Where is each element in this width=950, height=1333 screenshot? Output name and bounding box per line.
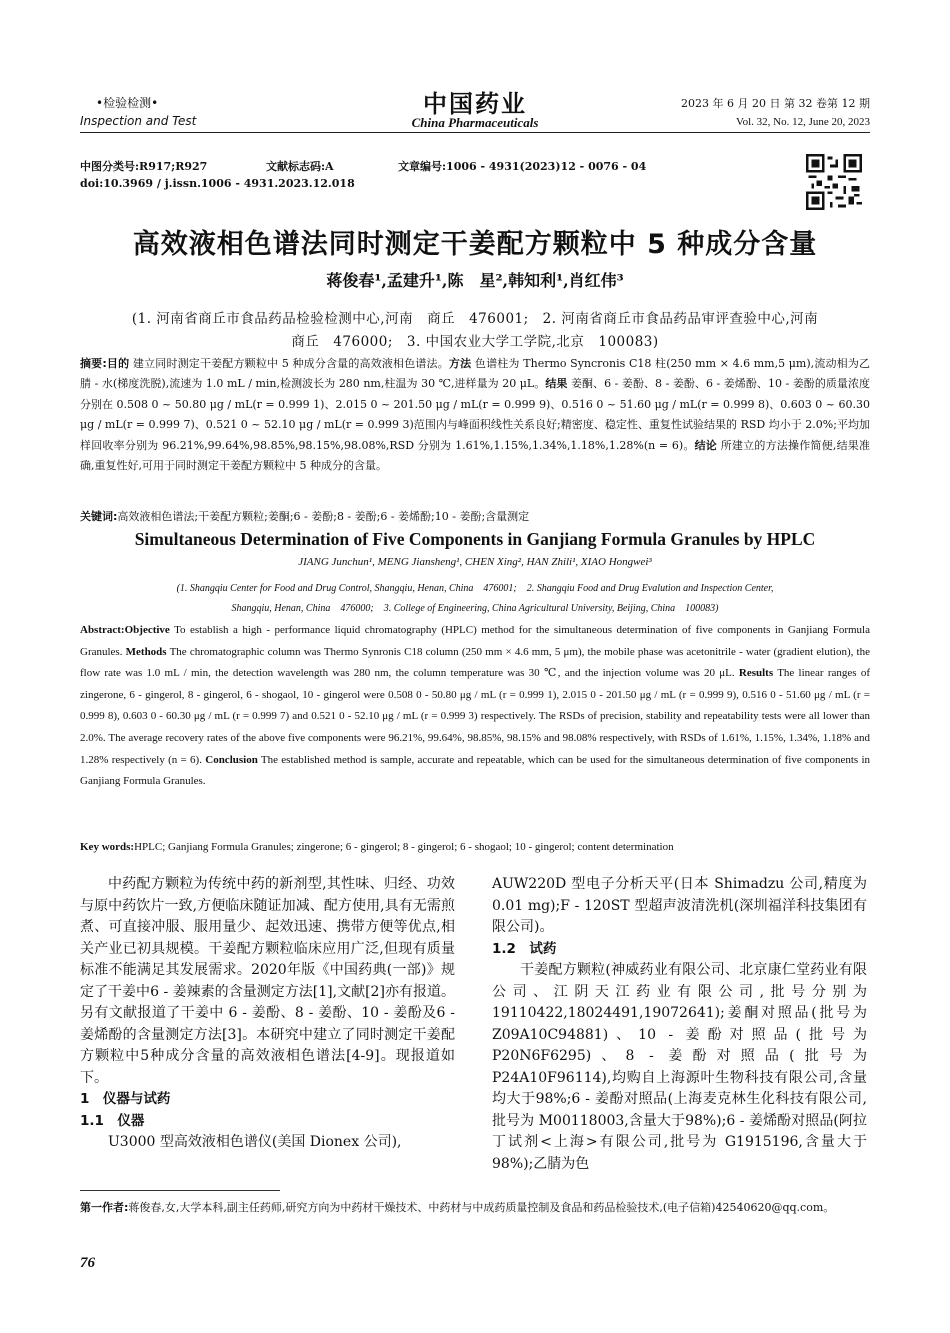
journal-name-en: China Pharmaceuticals <box>411 115 539 130</box>
doi: doi:10.3969 / j.issn.1006 - 4931.2023.12.018 <box>80 177 355 190</box>
abstract-en-label: Abstract: <box>80 624 125 636</box>
section-label-cn: •检验检测• <box>96 96 159 110</box>
footnote-label: 第一作者: <box>80 1201 129 1214</box>
keywords-en-text: HPLC; Ganjiang Formula Granules; zingerone; 6 - gingerol; 8 - gingerol; 6 - shogaol; 10 - gingerol; content determination <box>134 841 674 853</box>
clc-number: 中图分类号:R917;R927 <box>80 160 208 173</box>
results-label: 结果 <box>545 377 568 391</box>
abstract-cn <box>80 354 870 476</box>
results-text: 姜酮、6 - 姜酚、8 - 姜酚、6 - 姜烯酚、10 - 姜酚的质量浓度分别在 0.508 0 ~ 50.80 μg / mL(r = 0.999 1)、2.015 0 ~ 201.50 μg / mL(r = 0.999 9)、0.516 0 ~ 51.60 μg / mL(r = 0.999 8)、0.603 0 ~ 60.30 μg / mL(r = 0.999 7)、0.521 0 ~ 52.10 μg / mL(r = 0.999 3)范围内与峰面积线性关系良好;精密度、稳定性、重复性试验结果的 RSD 均小于 2.0%;平均加样回收率分别为 96.21%,99.64%,98.85%,98.15%,98.08%,RSD 分别为 1.61%,1.15%,1.34%,1.18%,1.28%(n = 6)。 <box>80 377 871 452</box>
authors-cn: 蒋俊春¹,孟建升¹,陈 星²,韩知利¹,肖红伟³ <box>326 271 624 290</box>
affiliation-en-line: (1. Shangqiu Center for Food and Drug Control, Shangqiu, Henan, China 476001; 2. Shangqiu Food and Drug Evalution and Inspection Center, <box>176 583 774 594</box>
keywords-en <box>80 837 870 857</box>
article-number: 文章编号:1006 - 4931(2023)12 - 0076 - 04 <box>398 160 647 173</box>
journal-logo: 中国药业 <box>423 89 527 118</box>
issue-date-cn: 2023 年 6 月 20 日 第 32 卷第 12 期 <box>681 97 870 110</box>
subsection-heading: 1.2 试药 <box>492 940 557 957</box>
affiliation-en-line: Shangqiu, Henan, China 476000; 3. College of Engineering, China Agricultural University, Beijing, China 100083) <box>231 603 719 614</box>
section-heading: 1 仪器与试药 <box>80 1091 171 1107</box>
conclusion-en-text: The established method is sample, accurate and repeatable, which can be used for the simultaneous determination of five components in Ganjiang Formula Granules. <box>80 753 870 788</box>
methods-label: 方法 <box>448 357 472 370</box>
abstract-en <box>80 620 870 793</box>
methods-text: 色谱柱为 Thermo Syncronis C18 柱(250 mm × 4.6 mm,5 μm),流动相为乙腈 - 水(梯度洗脱),流速为 1.0 mL / min,检测波长为 280 nm,柱温为 30 ℃,进样量为 20 μL。 <box>80 357 871 391</box>
authors-en: JIANG Junchun¹, MENG Jiansheng¹, CHEN Xing², HAN Zhili¹, XIAO Hongwei³ <box>298 556 652 568</box>
footnote-divider <box>80 1190 280 1191</box>
issue-vol-en: Vol. 32, No. 12, June 20, 2023 <box>736 116 870 128</box>
document-code: 文献标志码:A <box>266 160 334 173</box>
qr-code-icon <box>806 154 862 210</box>
header-divider <box>80 132 870 133</box>
reagents-paragraph: 干姜配方颗粒(神威药业有限公司、北京康仁堂药业有限公司、江阴天江药业有限公司,批号分别为 19110422,18024491,19072641);姜酮对照品(批号为 Z09A10C94881)、10 - 姜酚对照品(批号为P20N6F6295)、8 - 姜酚对照品(批号为 P24A10F96114),均购自上海源叶生物科技有限公司,含量均大于98%;6 - 姜酚对照品(上海麦克林生化科技有限公司,批号为 M00118003,含量大于98%);6 - 姜烯酚对照品(阿拉丁试剂<上海>有限公司,批号为 G1915196,含量大于98%);乙腈为色 <box>492 962 867 1172</box>
objective-text: 建立同时测定干姜配方颗粒中 5 种成分含量的高效液相色谱法。 <box>129 357 449 370</box>
keywords-label: 关键词: <box>80 510 118 523</box>
body-column-right <box>492 874 867 1175</box>
subsection-heading: 1.1 仪器 <box>80 1112 145 1129</box>
page-number: 76 <box>80 1255 95 1271</box>
methods-en-text: The chromatographic column was Thermo Synronis C18 column (250 mm × 4.6 mm, 5 μm), the mobile phase was acetonitrile - water (gradient elution), the flow rate was 1.0 mL / min, the detection wavelength was 280 nm, the column temperature was 30 ℃, and the injection volume was 20 μL. <box>80 645 870 680</box>
results-en-text: The linear ranges of zingerone, 6 - gingerol, 8 - gingerol, 6 - shogaol, 10 - gingerol were 0.508 0 - 50.80 μg / mL (r = 0.999 1), 2.015 0 - 201.50 μg / mL (r = 0.999 9), 0.516 0 - 51.60 μg / mL (r = 0.999 8), 0.603 0 - 60.30 μg / mL (r = 0.999 7) and 0.521 0 - 52.10 μg / mL (r = 0.999 3) respectively. The RSDs of precision, stability and repeatability tests were all lower than 2.0%. The average recovery rates of the above five components were 96.21%, 99.64%, 98.85%, 98.15% and 98.08% respectively, with RSDs of 1.61%, 1.15%, 1.34%, 1.18% and 1.28% respectively (n = 6). <box>80 667 870 766</box>
section-label-en: Inspection and Test <box>80 114 197 128</box>
abstract-label: 摘要: <box>80 357 107 370</box>
keywords-en-label: Key words: <box>80 841 135 853</box>
results-en-label: Results <box>738 667 774 680</box>
conclusion-label: 结论 <box>694 438 717 452</box>
article-title-en: Simultaneous Determination of Five Components in Ganjiang Formula Granules by HPLC <box>134 529 816 549</box>
affiliation-line: (1. 河南省商丘市食品药品检验检测中心,河南 商丘 476001; 2. 河南省商丘市食品药品审评查验中心,河南 <box>131 311 819 327</box>
methods-en-label: Methods <box>125 645 167 658</box>
intro-paragraph: 中药配方颗粒为传统中药的新剂型,其性味、归经、功效与原中药饮片一致,方便临床随证加减、配方使用,具有无需煎煮、可直接冲服、服用量少、起效迅速、携带方便等优点,相关产业已初具规模。干姜配方颗粒临床应用广泛,但现有质量标准不能满足其发展需求。2020年版《中国药典(一部)》规定了干姜中6 - 姜辣素的含量测定方法[1],文献[2]亦有报道。另有文献报道了干姜中 6 - 姜酚、8 - 姜酚、10 - 姜酚及6 - 姜烯酚的含量测定方法[3]。本研究中建立了同时测定干姜配方颗粒中5种成分含量的高效液相色谱法[4-9]。现报道如下。 <box>80 876 455 1086</box>
instruments-paragraph: U3000 型高效液相色谱仪(美国 Dionex 公司), <box>108 1134 402 1150</box>
objective-label: 目的 <box>106 357 130 370</box>
keywords-cn <box>80 507 870 527</box>
conclusion-en-label: Conclusion <box>205 753 258 766</box>
footnote-text: 蒋俊春,女,大学本科,副主任药师,研究方向为中药材干燥技术、中药材与中成药质量控制及食品和药品检验技术,(电子信箱)42540620@qq.com。 <box>128 1201 835 1214</box>
objective-en-label: Objective <box>124 624 170 636</box>
instruments-continued: AUW220D 型电子分析天平(日本 Shimadzu 公司,精度为 0.01 mg);F - 120ST 型超声波清洗机(深圳福洋科技集团有限公司)。 <box>492 876 867 935</box>
body-column-left <box>80 874 455 1154</box>
affiliation-line: 商丘 476000; 3. 中国农业大学工学院,北京 100083) <box>291 334 659 350</box>
keywords-text: 高效液相色谱法;干姜配方颗粒;姜酮;6 - 姜酚;8 - 姜酚;6 - 姜烯酚;10 - 姜酚;含量测定 <box>117 510 530 523</box>
conclusion-text: 所建立的方法操作简便,结果准确,重复性好,可用于同时测定干姜配方颗粒中 5 种成分的含量。 <box>80 438 870 473</box>
footnote <box>80 1198 870 1218</box>
objective-en-text: To establish a high - performance liquid chromatography (HPLC) method for the simultaneous determination of five components in Ganjiang Formula Granules. <box>80 624 870 658</box>
article-title-cn: 高效液相色谱法同时测定干姜配方颗粒中 5 种成分含量 <box>132 229 818 260</box>
